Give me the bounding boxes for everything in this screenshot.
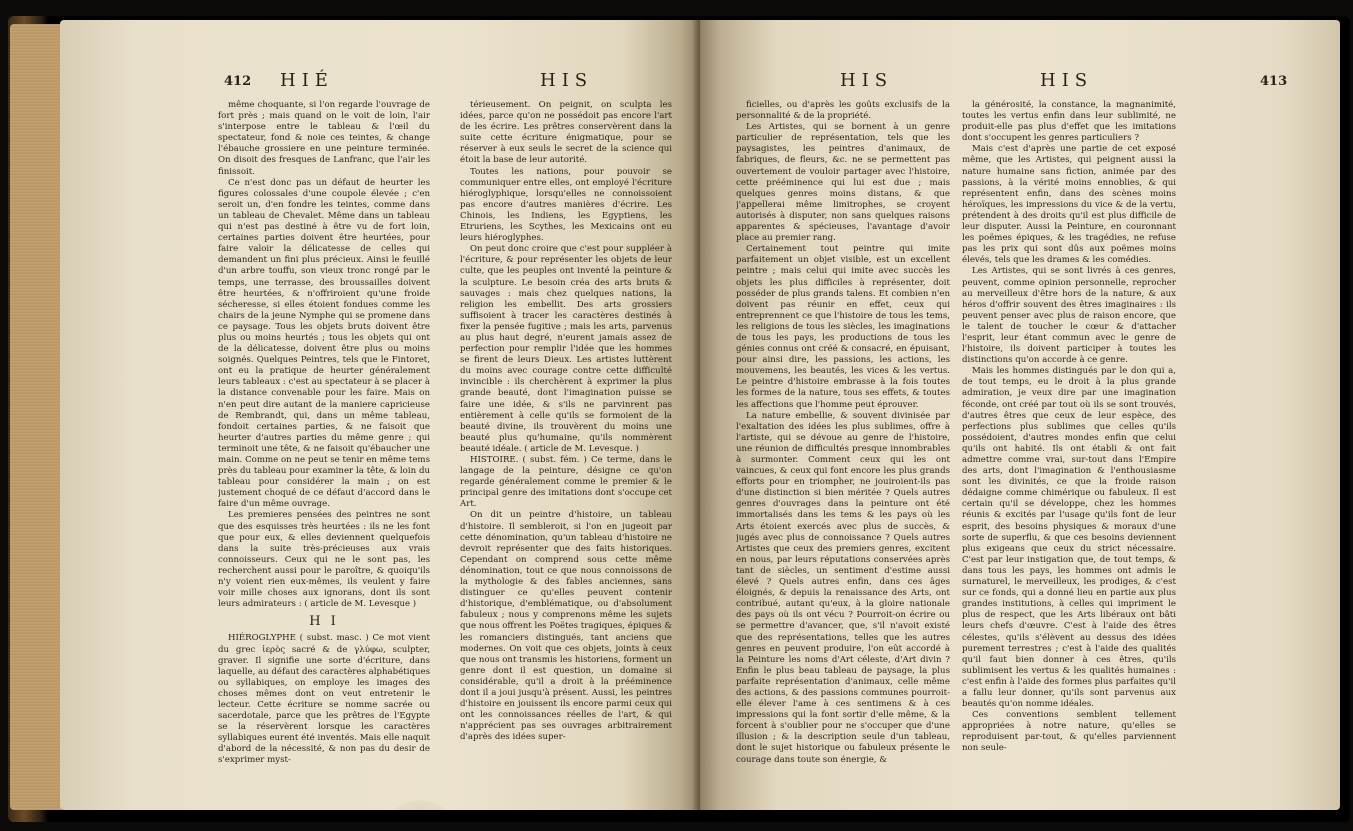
left-column-2	[460, 100, 672, 780]
paragraph: Ce n'est donc pas un défaut de heurter les figures colossales d'une coupole élevée ; c'en seroit un, d'en fondre les teintes, comme dans un tableau de Chevalet. Même dans un tableau qui n'est pas destiné à être vu de fort loin, certaines parties doivent être heurtées, pour faire valoir la délicatesse de celles qui demandent un fini plus précieux. Ainsi le feuillé d'un arbre touffu, son vieux tronc rongé par le temps, une terrasse, des broussailles doivent être heurtées, & n'offriroient qu'une froide sécheresse, si elles étoient fondues comme les chairs de la jeune Nymphe qui se promene dans ce paysage. Tous les objets bruts doivent être plus ou moins heurtés ; tous les objets qui ont de la délicatesse, doivent être plus ou moins soignés. Quelques Peintres, tels que le Fintoret, ont eu la pratique de heurter généralement leurs tableaux : c'est au spectateur à se placer à la distance convenable pour les faire. Mais on n'en peut dire autant de la maniere capricieuse de Rembrandt, qui, dans un même tableau, fondoit certaines parties, & ne faisoit que heurter d'autres parties du même genre ; qui terminoit une tête, & ne faisoit qu'ébaucher une main. Comme on ne peut se tenir en même tems près du tableau pour examiner la tête, & loin du tableau pour considérer la main ; on est justement choqué de ce défaut d'accord dans le faire d'un même ouvrage.	[218, 177, 430, 510]
paragraph: HIÉROGLYPHE ( subst. masc. ) Ce mot vient du grec ἱερὸς sacré & de γλύφω, sculpter, graver. Il signifie une sorte d'écriture, dans laquelle, au défaut des caractères alphabétiques ou syllabiques, on employe les images des choses mêmes dont on veut entretenir le lecteur. Cette écriture se nomme sacrée ou sacerdotale, parce que les prêtres de l'Egypte se la réservèrent lorsque les caractères syllabiques eurent été inventés. Mais elle naquit d'abord de la nécessité, & non pas du desir de s'exprimer myst-	[218, 633, 430, 766]
running-head: HIÉ	[280, 70, 334, 91]
right-column-2	[962, 100, 1176, 780]
left-column-1	[218, 100, 430, 780]
right-column-1	[736, 100, 950, 780]
section-title: H I	[309, 614, 339, 630]
paragraph: la générosité, la constance, la magnanimité, toutes les vertus enfin dans leur sublimité, ne produit-elle pas plus d'effet que les imitations dont s'occupent les genres particuliers ?	[962, 100, 1176, 144]
left-page	[60, 20, 700, 810]
paragraph: HISTOIRE. ( subst. fém. ) Ce terme, dans le langage de la peinture, désigne ce qu'on regarde généralement comme le premier & le principal genre des imitations dont s'occupe cet Art.	[460, 455, 672, 510]
paragraph: Certainement tout peintre qui imite parfaitement un objet visible, est un excellent peintre ; mais celui qui imite avec succès les objets les plus difficiles à représenter, doit posséder de plus grands talens. Et combien n'en doivent pas réunir en effet, ceux qui entreprennent ce que l'histoire de tous les tems, les religions de tous les siècles, les imaginations de tous les pays, les productions de tous les génies connus ont créé & consacré, en épuisant, pour ainsi dire, les passions, les actions, les mouvemens, les beautés, les vices & les vertus. Le peintre d'histoire embrasse à la fois toutes les formes de la nature, tous ses effets, & toutes les affections que l'homme peut éprouver.	[736, 244, 950, 410]
running-head-right: HIS	[540, 70, 594, 91]
paragraph: Ces conventions semblent tellement appropriées à notre nature, qu'elles se reproduisent par-tout, & qu'elles parviennent non seule-	[962, 710, 1176, 754]
paragraph: ficielles, ou d'après les goûts exclusifs de la personnalité & de la propriété.	[736, 100, 950, 122]
right-page	[700, 20, 1340, 810]
page-number: 412	[224, 74, 252, 89]
paragraph: Mais les hommes distingués par le don qui a, de tout temps, eu le droit à la plus grande admiration, je veux dire par une imagination féconde, ont créé par tout où ils se sont trouvés, d'autres êtres que ceux de leur espèce, des perfections plus sublimes que celles qu'ils possédoient, d'autres mondes enfin que celui qu'ils ont habité. Ils ont établi & ont fait admettre comme vrai, sur-tout dans l'Empire des arts, dont l'imagination & l'enthousiasme sont les divinités, ce que la froide raison dédaigne comme chimérique ou fabuleux. Il est certain qu'il se développe, chez les hommes réunis & excités par l'usage qu'ils font de leur esprit, des besoins physiques & moraux d'une sorte de superflu, & que ces besoins deviennent plus exigeans que ceux du strict nécessaire. C'est par leur instigation que, de tout temps, & dans tous les pays, les hommes ont admis le surnaturel, le merveilleux, les prodiges, & c'est sur ce fonds, qui a donné lieu en partie aux plus grandes institutions, à celles qui impriment le plus de respect, que les Arts libéraux ont bâti leurs chefs d'œuvre. C'est à l'aide des êtres célestes, qu'ils s'élèvent au dessus des idées purement terrestres ; c'est à l'aide des qualités qu'il faut bien donner à ces êtres, qu'ils sublimisent les vertus & les qualités humaines : c'est enfin à l'aide des formes plus parfaites qu'il a fallu leur donner, qu'ils sont parvenus aux beautés qu'on nomme idéales.	[962, 366, 1176, 710]
right-page-header	[700, 70, 1340, 96]
paragraph: térieusement. On peignit, on sculpta les idées, parce qu'on ne possédoit pas encore l'art de les écrire. Les prêtres conservèrent dans la suite cette écriture énigmatique, pour se réserver à eux seuls le secret de la science qui étoit la base de leur autorité.	[460, 100, 672, 166]
paper-stain	[390, 800, 450, 810]
running-head-secondary: HIS	[1040, 70, 1094, 91]
running-head: HIS	[840, 70, 894, 91]
paragraph: Les premieres pensées des peintres ne sont que des esquisses très heurtées : ils ne les font que pour eux, & elles deviennent quelquefois dans la suite très-précieuses aux vrais connoisseurs. Ceux qui ne le sont pas, les recherchent aussi pour le paroître, & quoiqu'ils n'y voient rien eux-mêmes, ils veulent y faire voir mille choses aux ignorans, dont ils sont leurs admirateurs : ( article de M. Levesque )	[218, 510, 430, 610]
paragraph: Les Artistes, qui se sont livrés à ces genres, peuvent, comme opinion personnelle, reprocher au merveilleux d'être hors de la nature, & aux héros d'offrir souvent des êtres imaginaires : ils peuvent penser avec plus de raison encore, que le talent de toucher le cœur & d'attacher l'esprit, leur étant commun avec le genre de l'histoire, ils doivent participer à toutes les distinctions qu'on accorde à ce genre.	[962, 266, 1176, 366]
paragraph: Toutes les nations, pour pouvoir se communiquer entre elles, ont employé l'écriture hiéroglyphique, lorsqu'elles ne connoissoient pas encore d'autres manières d'écrire. Les Chinois, les Indiens, les Egyptiens, les Etruriens, les Scythes, les Mexicains ont eu leurs hiéroglyphes.	[460, 166, 672, 244]
paragraph: On dit un peintre d'histoire, un tableau d'histoire. Il sembleroit, si l'on en jugeoit par cette dénomination, qu'un tableau d'histoire ne devroit représenter que des faits historiques. Cependant on comprend sous cette même dénomination, tout ce que nous connoissons de la mythologie & des fables anciennes, sans distinguer ce qu'elles peuvent contenir d'historique, d'emblématique, ou d'absolument fabuleux ; nous y comprenons même les sujets que nous offrent les Poëtes tragiques, épiques & les romanciers distingués, tant anciens que modernes. On voit que ces objets, joints à ceux que nous ont transmis les historiens, forment un genre dont il est question, un domaine si considérable, qu'il a droit à la prééminence dont il a joui jusqu'à présent. Aussi, les peintres d'histoire en jouissent ils encore parmi ceux qui ont les connoissances réelles de l'art, & qui n'apprécient pas ses ouvrages arbitrairement d'après des idées super-	[460, 510, 672, 743]
page-number: 413	[1260, 74, 1288, 89]
paragraph: Les Artistes, qui se bornent à un genre particulier de représentation, tels que les paysagistes, les peintres d'animaux, de fabriques, de fleurs, &c. ne se permettent pas ouvertement de vouloir partager avec l'histoire, cette prééminence qui lui est due ; mais quelques genres moins distans, & que j'appellerai même limitrophes, se croyent autorisés à disputer, non sans quelques raisons apparentes & spécieuses, l'avantage d'avoir place au premier rang.	[736, 122, 950, 244]
paragraph: même choquante, si l'on regarde l'ouvrage de fort près ; mais quand on le voit de loin, l'air s'interpose entre le tableau & l'œil du spectateur, fond & noie ces teintes, & change l'ébauche grossiere en une peinture terminée. On disoit des fresques de Lanfranc, que l'air les finissoit.	[218, 100, 430, 177]
paragraph: La nature embellie, & souvent divinisée par l'exaltation des idées les plus sublimes, offre à l'artiste, qui se dévoue au genre de l'histoire, une réunion de difficultés presque innombrables à surmonter. Comment ceux qui les ont vaincues, & ceux qui font encore les plus grands efforts pour en triompher, ne jouiroient-ils pas d'une distinction si bien méritée ? Quels autres genres d'ouvrages dans la peinture ont été immortalisés dans les tems & les pays où les Arts étoient exercés avec plus de succès, & jugés avec plus de connoissance ? Quels autres Artistes que ceux des premiers genres, excitent en nous, par leurs réputations conservées après tant de siècles, un sentiment d'estime aussi élevé ? Quels autres enfin, dans ces âges éloignés, & depuis la renaissance des Arts, ont contribué, autant qu'eux, à la gloire nationale des pays où ils ont vécu ? Pourroit-on écrire ou se permettre d'avancer, que, s'il n'avoit existé que des représentations, telles que les autres genres en peuvent produire, l'on eût accordé à la Peinture les noms d'Art céleste, d'Art divin ? Enfin le plus beau tableau de paysage, la plus parfaite représentation d'animaux, celle même des actions, & des passions communes pourroit-elle élever l'ame à ces sentimens & à ces impressions qui la font sortir d'elle même, & la forcent à s'oublier pour ne s'occuper que d'une illusion ; & la description seule d'un tableau, dont le sujet historique ou fabuleux présente le courage dans toute son énergie, &	[736, 410, 950, 765]
paragraph: Mais c'est d'après une partie de cet exposé même, que les Artistes, qui peignent aussi la nature humaine sans fiction, animée par des passions, à la vérité moins ennoblies, & qui représentent enfin, dans des scènes moins héroïques, les impressions du vice & de la vertu, prétendent à des droits qu'il est plus difficile de leur disputer. Aussi la Peinture, en couronnant les poëmes épiques, & les tragédies, ne refuse pas les prix qui sont dûs aux poëmes moins élevés, tels que les drames & les comédies.	[962, 144, 1176, 266]
left-page-header	[60, 70, 700, 96]
paragraph: On peut donc croire que c'est pour suppléer à l'écriture, & pour représenter les objets de leur culte, que les peuples ont inventé la peinture & la sculpture. Le besoin créa des arts bruts & sauvages : mais chez quelques nations, la religion les embellit. Des arts grossiers suffisoient à tracer les caractères destinés à fixer la pensée fugitive ; mais les arts, parvenus au plus haut degré, n'eurent jamais assez de perfection pour remplir l'idée que les hommes se firent de leurs Dieux. Les artistes luttèrent du moins avec courage contre cette difficulté invincible : ils cherchèrent à exprimer la plus grande beauté, dont l'imagination puisse se faire une idée, & s'ils ne parvinrent pas entièrement à celle qu'ils se formoient de la beauté divine, ils trouvèrent du moins une beauté plus qu'humaine, qu'ils nommèrent beauté idéale. ( article de M. Levesque. )	[460, 244, 672, 454]
page-edges	[10, 24, 62, 810]
